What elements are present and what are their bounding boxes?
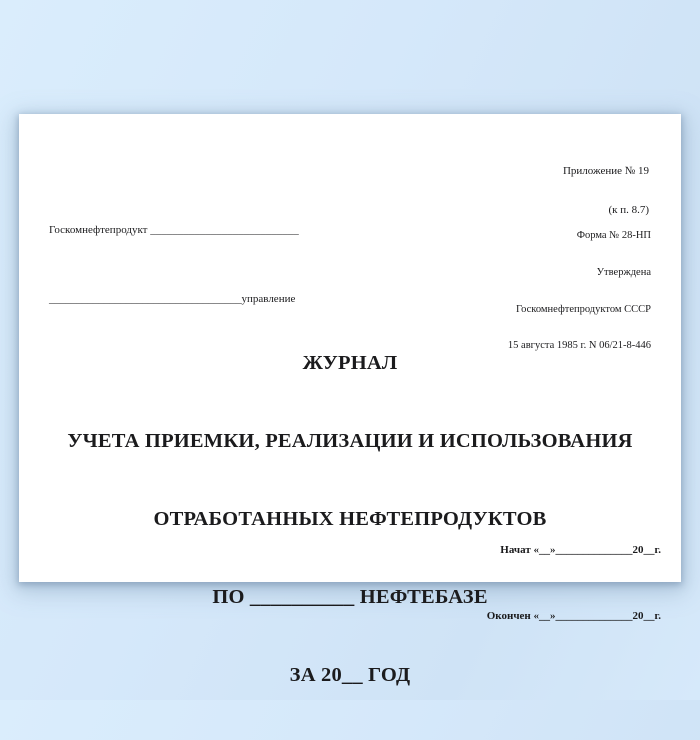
approval-status: Утверждена [596,267,651,279]
title-line-2: УЧЕТА ПРИЕМКИ, РЕАЛИЗАЦИИ И ИСПОЛЬЗОВАНИЯ [67,430,633,452]
approval-authority: Госкомнефтепродуктом СССР [515,303,651,315]
title-line-4: ПО __________ НЕФТЕБАЗЕ [212,586,488,608]
organization-department-line: ___________________________________управление [49,293,296,305]
dates-block [487,495,661,671]
journal-cover-page [19,114,681,686]
title-line-5: ЗА 20__ ГОД [289,664,411,686]
date-finished-line: Окончен «__»______________20__г. [486,610,661,622]
form-number: Форма № 28-НП [576,230,651,242]
appendix-clause: (к п. 8.7) [608,204,649,216]
appendix-number: Приложение № 19 [562,165,649,177]
organization-name-line: Госкомнефтепродукт ___________________________ [49,224,299,236]
approval-date-number: 15 августа 1985 г. N 06/21-8-446 [507,340,651,352]
title-line-1: ЖУРНАЛ [302,352,398,374]
title-line-3: ОТРАБОТАННЫХ НЕФТЕПРОДУКТОВ [153,508,547,530]
date-started-line: Начат «__»______________20__г. [500,544,661,556]
